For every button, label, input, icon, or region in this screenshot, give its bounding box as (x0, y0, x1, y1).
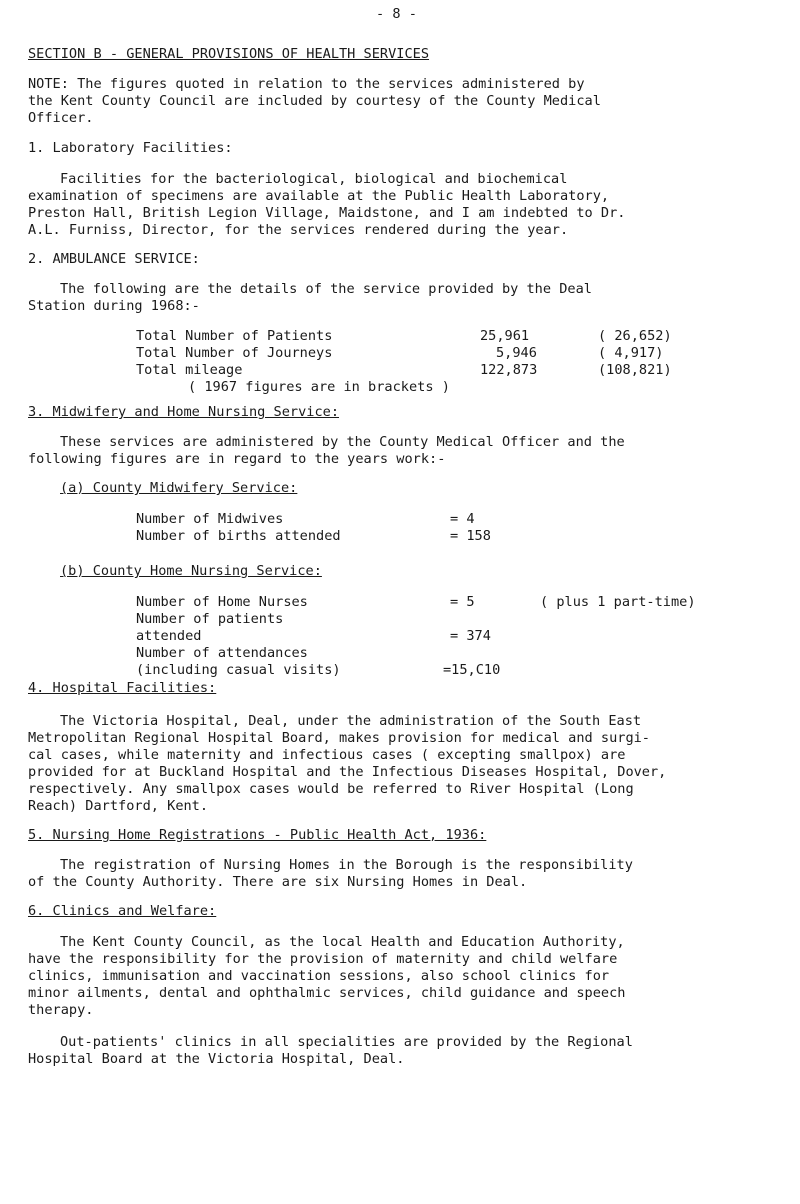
midwifery-heading: 3. Midwifery and Home Nursing Service: (28, 404, 339, 420)
stat-value: = 5 (450, 594, 475, 610)
note-line: Officer. (28, 110, 94, 126)
stat-prev: ( 26,652) (598, 328, 672, 344)
stat-value: =15,C10 (443, 662, 501, 678)
paragraph-line: Preston Hall, British Legion Village, Maidstone, and I am indebted to Dr. (28, 205, 626, 221)
stat-label: Number of Midwives (136, 511, 284, 527)
paragraph-line: provided for at Buckland Hospital and the Infectious Diseases Hospital, Dover, (28, 764, 667, 780)
paragraph-line: cal cases, while maternity and infectious cases ( excepting smallpox) are (28, 747, 626, 763)
paragraph-line: The Kent County Council, as the local Health and Education Authority, (60, 934, 625, 950)
paragraph-line: The registration of Nursing Homes in the Borough is the responsibility (60, 857, 633, 873)
paragraph-line: have the responsibility for the provision of maternity and child welfare (28, 951, 618, 967)
stat-label: Total mileage (136, 362, 243, 378)
note-line: the Kent County Council are included by courtesy of the County Medical (28, 93, 601, 109)
paragraph-line: therapy. (28, 1002, 94, 1018)
stat-value: 5,946 (496, 345, 537, 361)
stat-prev: ( 4,917) (598, 345, 664, 361)
paragraph-line: Out-patients' clinics in all specialities are provided by the Regional (60, 1034, 633, 1050)
bracket-note: ( 1967 figures are in brackets ) (188, 379, 450, 395)
clinics-heading: 6. Clinics and Welfare: (28, 903, 217, 919)
stat-value: = 4 (450, 511, 475, 527)
paragraph-line: These services are administered by the County Medical Officer and the (60, 434, 625, 450)
paragraph-line: A.L. Furniss, Director, for the services rendered during the year. (28, 222, 569, 238)
stat-label: (including casual visits) (136, 662, 341, 678)
paragraph-line: The following are the details of the service provided by the Deal (60, 281, 592, 297)
stat-prev: (108,821) (598, 362, 672, 378)
stat-label: Number of patients (136, 611, 284, 627)
midwifery-subheading: (a) County Midwifery Service: (60, 480, 298, 496)
page-number: - 8 - (376, 6, 417, 22)
note-line: NOTE: The figures quoted in relation to the services administered by (28, 76, 585, 92)
stat-value: 122,873 (480, 362, 538, 378)
paragraph-line: following figures are in regard to the years work:- (28, 451, 446, 467)
stat-label: Number of births attended (136, 528, 341, 544)
nursing-homes-heading: 5. Nursing Home Registrations - Public Health Act, 1936: (28, 827, 487, 843)
stat-value: 25,961 (480, 328, 530, 344)
stat-label: Total Number of Journeys (136, 345, 333, 361)
paragraph-line: examination of specimens are available at the Public Health Laboratory, (28, 188, 610, 204)
paragraph-line: Hospital Board at the Victoria Hospital, Deal. (28, 1051, 405, 1067)
paragraph-line: clinics, immunisation and vaccination sessions, also school clinics for (28, 968, 610, 984)
paragraph-line: Station during 1968:- (28, 298, 200, 314)
stat-label: Number of Home Nurses (136, 594, 308, 610)
laboratory-heading: 1. Laboratory Facilities: (28, 140, 233, 156)
paragraph-line: Facilities for the bacteriological, biological and biochemical (60, 171, 568, 187)
paragraph-line: Reach) Dartford, Kent. (28, 798, 209, 814)
paragraph-line: minor ailments, dental and ophthalmic services, child guidance and speech (28, 985, 626, 1001)
stat-label: Total Number of Patients (136, 328, 333, 344)
home-nursing-subheading: (b) County Home Nursing Service: (60, 563, 322, 579)
stat-note: ( plus 1 part-time) (540, 594, 696, 610)
paragraph-line: respectively. Any smallpox cases would be referred to River Hospital (Long (28, 781, 634, 797)
hospital-heading: 4. Hospital Facilities: (28, 680, 217, 696)
stat-value: = 158 (450, 528, 491, 544)
stat-label: Number of attendances (136, 645, 308, 661)
section-heading: SECTION B - GENERAL PROVISIONS OF HEALTH SERVICES (28, 46, 430, 62)
paragraph-line: of the County Authority. There are six Nursing Homes in Deal. (28, 874, 528, 890)
stat-value: = 374 (450, 628, 491, 644)
stat-label: attended (136, 628, 202, 644)
paragraph-line: The Victoria Hospital, Deal, under the administration of the South East (60, 713, 642, 729)
paragraph-line: Metropolitan Regional Hospital Board, makes provision for medical and surgi- (28, 730, 650, 746)
ambulance-heading: 2. AMBULANCE SERVICE: (28, 251, 200, 267)
